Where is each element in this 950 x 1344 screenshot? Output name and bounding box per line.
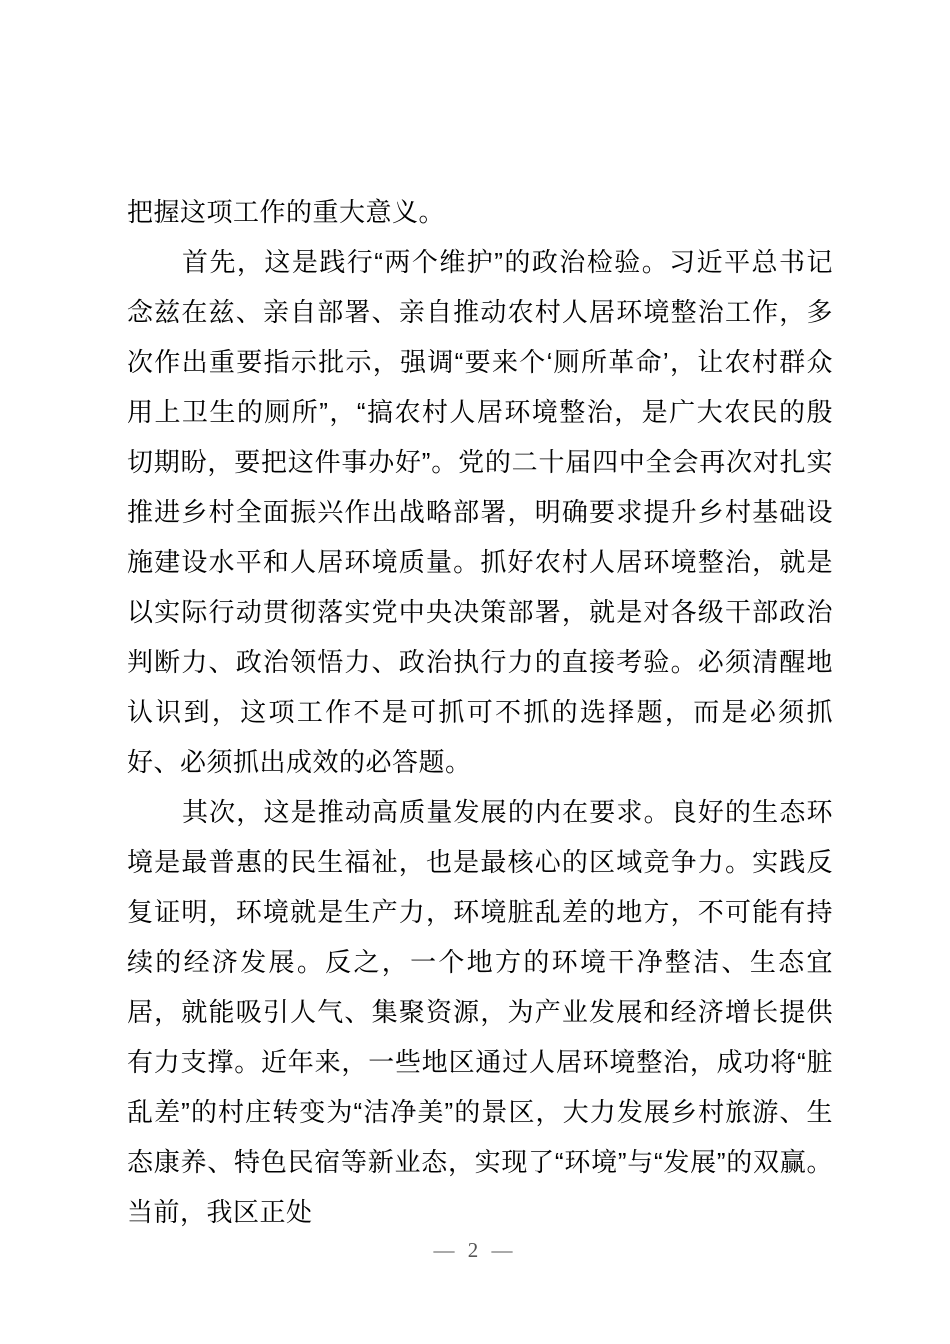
paragraph-continuation: 把握这项工作的重大意义。 — [127, 197, 446, 227]
paragraph-second-point: 其次，这是推动高质量发展的内在要求。良好的生态环境是最普惠的民生福祉，也是最核心的区域竞争力。实践反复证明，环境就是生产力，环境脏乱差的地方，不可能有持续的经济发展。反之，一个地方的环境干净整洁、生态宜居，就能吸引人气、集聚资源，为产业发展和经济增长提供有力支撑。近年来，一些地区通过人居环境整治，成功将“脏乱差”的村庄转变为“洁净美”的景区，大力发展乡村旅游、生态康养、特色民宿等新业态，实现了“环境”与“发展”的双赢。当前，我区正处 — [127, 797, 833, 1227]
page-body-text — [127, 187, 833, 1237]
paragraph-first-point: 首先，这是践行“两个维护”的政治检验。习近平总书记念兹在兹、亲自部署、亲自推动农村人居环境整治工作，多次作出重要指示批示，强调“要来个‘厕所革命’，让农村群众用上卫生的厕所”，“搞农村人居环境整治，是广大农民的殷切期盼，要把这件事办好”。党的二十届四中全会再次对扎实推进乡村全面振兴作出战略部署，明确要求提升乡村基础设施建设水平和人居环境质量。抓好农村人居环境整治，就是以实际行动贯彻落实党中央决策部署，就是对各级干部政治判断力、政治领悟力、政治执行力的直接考验。必须清醒地认识到，这项工作不是可抓可不抓的选择题，而是必须抓好、必须抓出成效的必答题。 — [127, 247, 833, 777]
page-number: — 2 — — [433, 1238, 517, 1262]
